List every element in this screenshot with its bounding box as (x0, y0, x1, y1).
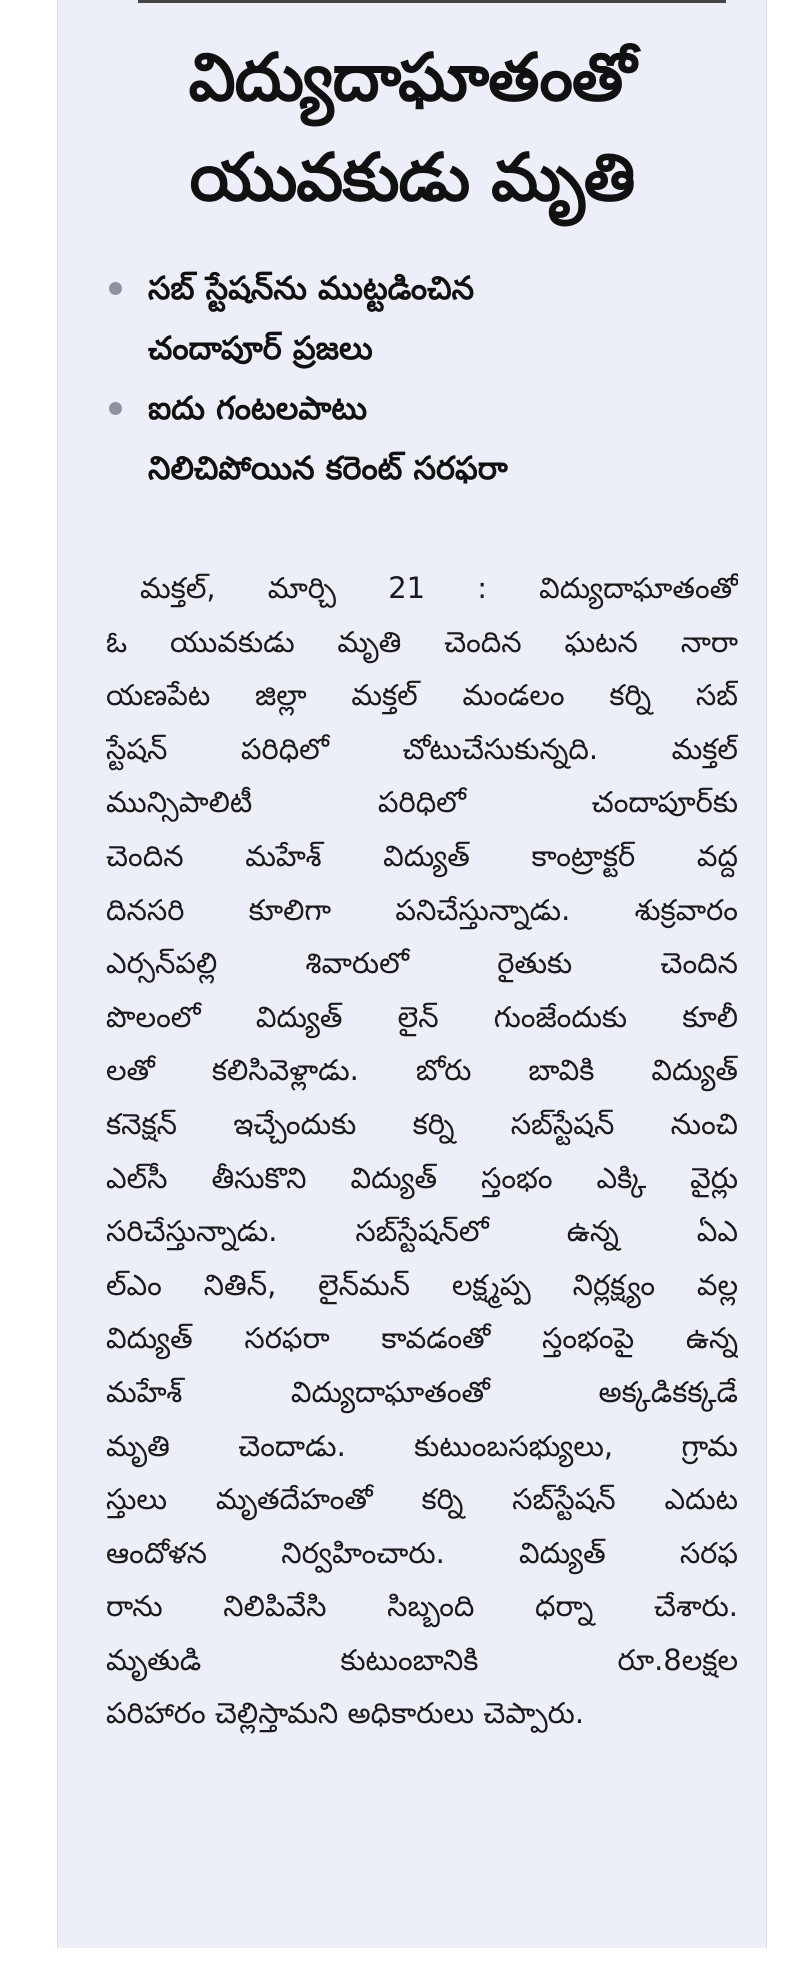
body-line: స్తులు మృతదేహంతో కర్ని సబ్‌స్టేషన్‌ ఎదుట (106, 1482, 738, 1517)
body-line: సరిచేస్తున్నాడు. సబ్‌స్టేషన్‌లో ఉన్న ఏఎ (106, 1214, 738, 1249)
article-headline (58, 28, 766, 228)
news-clipping (57, 0, 767, 1948)
body-line: మృతి చెందాడు. కుటుంబసభ్యులు, గ్రామ (106, 1428, 738, 1463)
body-line: ఎర్సన్‌పల్లి శివారులో రైతుకు చెందిన (106, 946, 738, 981)
body-line: కనెక్షన్‌ ఇచ్చేందుకు కర్ని సబ్‌స్టేషన్‌ నుంచి (106, 1106, 738, 1141)
body-line: ఓ యువకుడు మృతి చెందిన ఘటన నారా (106, 624, 738, 659)
body-line: ల్‌ఎం నితిన్‌, లైన్‌మన్‌ లక్ష్మప్ప నిర్లక్ష్యం వల్ల (106, 1267, 738, 1302)
bullet-line: చందాపూర్‌ ప్రజలు (148, 329, 373, 367)
body-line: ఎల్‌సీ తీసుకొని విద్యుత్‌ స్తంభం ఎక్కి వైర్లు (106, 1160, 738, 1195)
bullet-dot-icon (109, 282, 122, 295)
subheadline-bullets (103, 258, 736, 498)
body-line: విద్యుత్‌ సరఫరా కావడంతో స్తంభంపై ఉన్న (106, 1321, 738, 1356)
bullet-line: సబ్‌ స్టేషన్‌ను ముట్టడించిన (148, 269, 475, 307)
body-line: మున్సిపాలిటీ పరిధిలో చందాపూర్‌కు (106, 785, 738, 820)
article-body (106, 562, 738, 1741)
top-rule-divider (138, 0, 726, 3)
headline-line: విద్యుదాఘాతంతో (188, 39, 636, 116)
subheadline-bullet (103, 378, 736, 498)
bullet-line: ఐదు గంటలపాటు (148, 389, 368, 427)
body-line: యణపేట జిల్లా మక్తల్‌ మండలం కర్ని సబ్‌ (106, 678, 738, 713)
body-line: స్టేషన్‌ పరిధిలో చోటుచేసుకున్నది. మక్తల్‌ (106, 731, 738, 766)
bullet-dot-icon (109, 402, 122, 415)
body-line: మృతుడి కుటుంబానికి రూ.8లక్షల (106, 1642, 738, 1677)
bullet-line: నిలిచిపోయిన కరెంట్‌ సరఫరా (148, 449, 508, 487)
headline-line: యువకుడు మృతి (189, 139, 635, 216)
body-line: మక్తల్‌, మార్చి 21 : విద్యుదాఘాతంతో (140, 571, 738, 605)
body-line: పరిహారం చెల్లిస్తామని అధికారులు చెప్పారు. (106, 1696, 585, 1731)
body-line: లతో కలిసివెళ్లాడు. బోరు బావికి విద్యుత్‌ (106, 1053, 738, 1088)
body-line: చెందిన మహేశ్‌ విద్యుత్‌ కాంట్రాక్టర్‌ వద్ద (106, 838, 738, 873)
body-line: దినసరి కూలిగా పనిచేస్తున్నాడు. శుక్రవారం (106, 892, 738, 927)
subheadline-bullet (103, 258, 736, 378)
body-line: పొలంలో విద్యుత్‌ లైన్‌ గుంజేందుకు కూలీ (106, 999, 738, 1034)
body-line: మహేశ్‌ విద్యుదాఘాతంతో అక్కడికక్కడే (106, 1374, 738, 1409)
body-line: రాను నిలిపివేసి సిబ్బంది ధర్నా చేశారు. (106, 1589, 738, 1624)
body-line: ఆందోళన నిర్వహించారు. విద్యుత్‌ సరఫ (106, 1535, 738, 1570)
